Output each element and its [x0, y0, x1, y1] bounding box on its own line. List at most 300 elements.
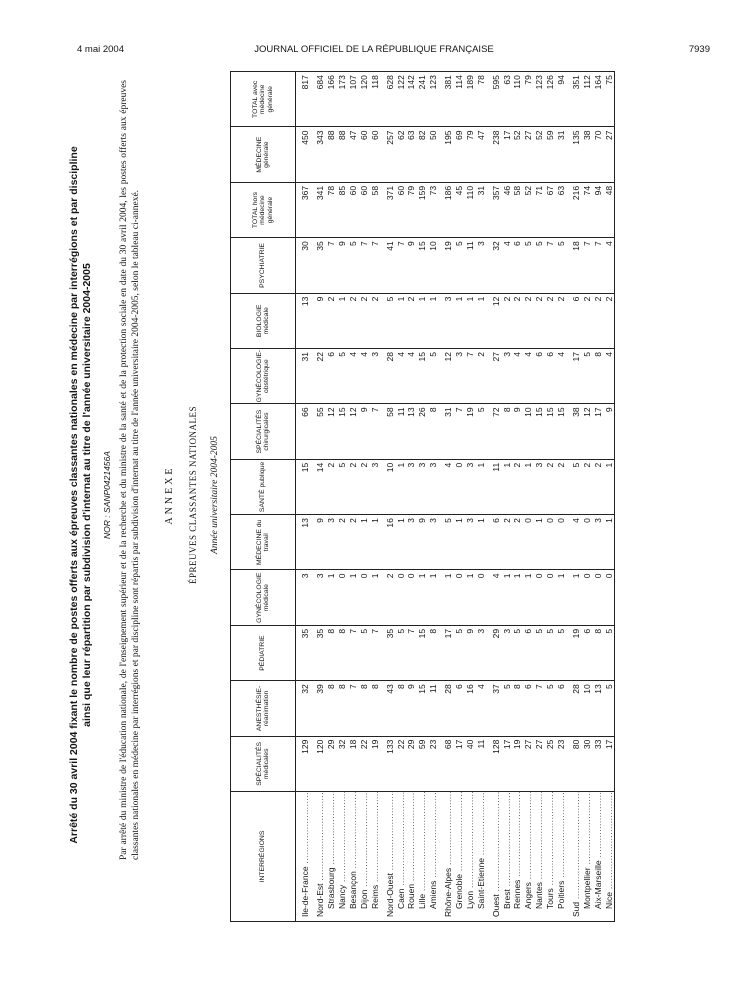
- value-cell: 2: [501, 515, 512, 570]
- value-cell: 31: [296, 349, 311, 404]
- value-cell: 35: [380, 625, 395, 680]
- region-name: Ile-de-France .....: [300, 792, 310, 918]
- value-cell: 28: [566, 681, 581, 736]
- value-cell: 216: [566, 182, 581, 237]
- value-cell: 17: [566, 349, 581, 404]
- value-cell: 0: [454, 570, 465, 625]
- table-row: [581, 72, 592, 922]
- table-header-row: [231, 72, 296, 922]
- value-cell: 128: [486, 736, 501, 791]
- value-cell: 5: [523, 238, 534, 293]
- value-cell: 2: [348, 459, 359, 514]
- value-cell: 13: [296, 515, 311, 570]
- value-cell: 23: [556, 736, 567, 791]
- value-cell: 1: [523, 570, 534, 625]
- value-cell: 47: [475, 127, 486, 182]
- header-journal-title: JOURNAL OFFICIEL DE LA RÉPUBLIQUE FRANÇAISE: [254, 44, 494, 55]
- region-name-cell: [603, 792, 614, 922]
- value-cell: 5: [556, 238, 567, 293]
- value-cell: 118: [369, 72, 380, 127]
- value-cell: 8: [428, 404, 439, 459]
- value-cell: 22: [311, 349, 326, 404]
- value-cell: 8: [592, 349, 603, 404]
- value-cell: 3: [406, 515, 417, 570]
- region-name: Amiens .....: [428, 792, 438, 910]
- value-cell: 18: [566, 238, 581, 293]
- value-cell: 6: [486, 515, 501, 570]
- value-cell: 85: [337, 182, 348, 237]
- value-cell: 88: [326, 127, 337, 182]
- academic-year: Année universitaire 2004-2005: [210, 436, 220, 554]
- value-cell: 5: [603, 681, 614, 736]
- value-cell: 15: [417, 238, 428, 293]
- column-header: MÉDECINE du travail: [231, 515, 296, 570]
- value-cell: 23: [428, 736, 439, 791]
- value-cell: 88: [337, 127, 348, 182]
- value-cell: 8: [501, 404, 512, 459]
- value-cell: 4: [475, 681, 486, 736]
- value-cell: 0: [545, 570, 556, 625]
- region-name-cell: [369, 792, 380, 922]
- value-cell: 27: [523, 127, 534, 182]
- region-name: Saint-Etienne .....: [476, 792, 486, 910]
- value-cell: 12: [581, 404, 592, 459]
- value-cell: 75: [603, 72, 614, 127]
- table-row: [486, 72, 501, 922]
- value-cell: 7: [581, 238, 592, 293]
- value-cell: 12: [326, 404, 337, 459]
- value-cell: 1: [475, 459, 486, 514]
- value-cell: 79: [464, 127, 475, 182]
- value-cell: 120: [311, 736, 326, 791]
- table-row: [296, 72, 311, 922]
- region-name: Nord-Est .....: [315, 792, 325, 918]
- region-name-cell: [534, 792, 545, 922]
- column-header: SPÉCIALITÉS chirurgicales: [231, 404, 296, 459]
- table-row: [406, 72, 417, 922]
- value-cell: 32: [337, 736, 348, 791]
- value-cell: 0: [534, 570, 545, 625]
- value-cell: 4: [486, 570, 501, 625]
- value-cell: 43: [380, 681, 395, 736]
- value-cell: 30: [581, 736, 592, 791]
- value-cell: 5: [454, 238, 465, 293]
- value-cell: 72: [486, 404, 501, 459]
- value-cell: 7: [406, 625, 417, 680]
- value-cell: 2: [369, 293, 380, 348]
- value-cell: 22: [358, 736, 369, 791]
- value-cell: 9: [311, 293, 326, 348]
- value-cell: 5: [603, 625, 614, 680]
- value-cell: 5: [428, 349, 439, 404]
- value-cell: 82: [417, 127, 428, 182]
- value-cell: 1: [395, 515, 406, 570]
- value-cell: 10: [523, 404, 534, 459]
- region-name-cell: [311, 792, 326, 922]
- value-cell: 5: [337, 459, 348, 514]
- annexe-subtitle: ÉPREUVES CLASSANTES NATIONALES: [188, 406, 198, 585]
- value-cell: 6: [523, 625, 534, 680]
- value-cell: 1: [428, 293, 439, 348]
- value-cell: 1: [501, 570, 512, 625]
- region-name-cell: [348, 792, 359, 922]
- value-cell: 110: [512, 72, 523, 127]
- value-cell: 39: [311, 681, 326, 736]
- value-cell: 28: [380, 349, 395, 404]
- value-cell: 63: [501, 72, 512, 127]
- value-cell: 0: [523, 515, 534, 570]
- value-cell: 6: [581, 625, 592, 680]
- value-cell: 129: [296, 736, 311, 791]
- value-cell: 357: [486, 182, 501, 237]
- value-cell: 3: [369, 459, 380, 514]
- region-name: Grenoble .....: [454, 792, 464, 910]
- column-header: SPÉCIALITÉS médicales: [231, 736, 296, 791]
- region-name: Sud .....: [571, 792, 581, 918]
- value-cell: 0: [581, 570, 592, 625]
- column-header: GYNÉCOLOGIE médicale: [231, 570, 296, 625]
- value-cell: 189: [464, 72, 475, 127]
- region-name: Lille .....: [417, 792, 427, 910]
- value-cell: 1: [603, 459, 614, 514]
- value-cell: 14: [311, 459, 326, 514]
- value-cell: 60: [369, 127, 380, 182]
- value-cell: 195: [439, 127, 454, 182]
- value-cell: 7: [358, 238, 369, 293]
- value-cell: 9: [464, 625, 475, 680]
- value-cell: 3: [406, 459, 417, 514]
- value-cell: 351: [566, 72, 581, 127]
- table-row: [592, 72, 603, 922]
- table-row: [475, 72, 486, 922]
- value-cell: 63: [406, 127, 417, 182]
- value-cell: 2: [556, 293, 567, 348]
- value-cell: 70: [592, 127, 603, 182]
- column-header: TOTAL avec médecine générale: [231, 72, 296, 127]
- region-name: Nantes .....: [534, 792, 544, 910]
- value-cell: 31: [556, 127, 567, 182]
- value-cell: 8: [326, 625, 337, 680]
- value-cell: 4: [512, 349, 523, 404]
- table-row: [523, 72, 534, 922]
- value-cell: 3: [439, 293, 454, 348]
- value-cell: 15: [417, 349, 428, 404]
- value-cell: 3: [501, 625, 512, 680]
- column-header: TOTAL hors médecine générale: [231, 182, 296, 237]
- value-cell: 9: [337, 238, 348, 293]
- value-cell: 29: [486, 625, 501, 680]
- region-name-cell: [475, 792, 486, 922]
- value-cell: 126: [545, 72, 556, 127]
- value-cell: 595: [486, 72, 501, 127]
- value-cell: 0: [358, 570, 369, 625]
- value-cell: 78: [475, 72, 486, 127]
- value-cell: 58: [380, 404, 395, 459]
- region-name: Poitiers .....: [556, 792, 566, 910]
- value-cell: 38: [566, 404, 581, 459]
- region-name-cell: [326, 792, 337, 922]
- value-cell: 13: [592, 681, 603, 736]
- region-name: Tours .....: [545, 792, 555, 910]
- table-row: [326, 72, 337, 922]
- value-cell: 52: [523, 182, 534, 237]
- region-name: Dijon .....: [359, 792, 369, 910]
- value-cell: 2: [475, 349, 486, 404]
- value-cell: 2: [380, 570, 395, 625]
- value-cell: 6: [556, 681, 567, 736]
- value-cell: 817: [296, 72, 311, 127]
- column-header: PSYCHIATRIE: [231, 238, 296, 293]
- value-cell: 1: [358, 515, 369, 570]
- table-row: [417, 72, 428, 922]
- region-name-cell: [556, 792, 567, 922]
- value-cell: 10: [581, 681, 592, 736]
- value-cell: 19: [566, 625, 581, 680]
- value-cell: 4: [348, 349, 359, 404]
- value-cell: 5: [475, 404, 486, 459]
- value-cell: 238: [486, 127, 501, 182]
- value-cell: 7: [369, 625, 380, 680]
- value-cell: 30: [296, 238, 311, 293]
- value-cell: 1: [326, 570, 337, 625]
- value-cell: 15: [545, 404, 556, 459]
- value-cell: 241: [417, 72, 428, 127]
- value-cell: 4: [406, 349, 417, 404]
- region-name-cell: [428, 792, 439, 922]
- value-cell: 13: [296, 293, 311, 348]
- value-cell: 9: [311, 515, 326, 570]
- value-cell: 6: [454, 681, 465, 736]
- value-cell: 59: [417, 736, 428, 791]
- value-cell: 5: [545, 625, 556, 680]
- value-cell: 7: [592, 238, 603, 293]
- value-cell: 9: [417, 515, 428, 570]
- value-cell: 9: [512, 404, 523, 459]
- value-cell: 4: [603, 238, 614, 293]
- value-cell: 159: [417, 182, 428, 237]
- value-cell: 63: [556, 182, 567, 237]
- value-cell: 41: [380, 238, 395, 293]
- value-cell: 114: [454, 72, 465, 127]
- value-cell: 4: [556, 349, 567, 404]
- value-cell: 3: [428, 459, 439, 514]
- table-body: [296, 72, 615, 922]
- annexe-heading: ANNEXE: [164, 465, 175, 525]
- value-cell: 7: [464, 349, 475, 404]
- value-cell: 123: [534, 72, 545, 127]
- value-cell: 35: [296, 625, 311, 680]
- value-cell: 17: [592, 404, 603, 459]
- header-page-number: 7939: [688, 44, 710, 55]
- value-cell: 60: [348, 182, 359, 237]
- value-cell: 67: [545, 182, 556, 237]
- region-name: Rhône-Alpes .....: [443, 792, 453, 918]
- page-header: [0, 0, 748, 55]
- value-cell: 62: [395, 127, 406, 182]
- table-row: [534, 72, 545, 922]
- value-cell: 8: [337, 625, 348, 680]
- value-cell: 12: [486, 293, 501, 348]
- intro-paragraph: Par arrêté du ministre de l'éducation nationale, de l'enseignement supérieur et de la recherche et du ministre de la santé et de la protection sociale en date du 30 avril 2004, les postes offerts aux épreuves classantes nationales en médecine par interrégions et par discipline sont répartis par subdivision d'internat au titre de l'année universitaire 2004-2005, selon le tableau ci-annexé.: [119, 80, 141, 860]
- value-cell: 32: [486, 238, 501, 293]
- value-cell: 31: [439, 404, 454, 459]
- value-cell: 31: [475, 182, 486, 237]
- value-cell: 164: [592, 72, 603, 127]
- value-cell: 1: [454, 293, 465, 348]
- region-name-cell: [380, 792, 395, 922]
- value-cell: 3: [369, 349, 380, 404]
- value-cell: 29: [326, 736, 337, 791]
- value-cell: 1: [348, 570, 359, 625]
- nor-reference: NOR : SANP0421456A: [102, 451, 112, 539]
- value-cell: 58: [369, 182, 380, 237]
- value-cell: 8: [592, 625, 603, 680]
- value-cell: 1: [523, 459, 534, 514]
- value-cell: 257: [380, 127, 395, 182]
- value-cell: 6: [326, 349, 337, 404]
- value-cell: 27: [523, 736, 534, 791]
- value-cell: 5: [348, 238, 359, 293]
- value-cell: 6: [512, 238, 523, 293]
- value-cell: 1: [395, 459, 406, 514]
- region-name: Rouen .....: [406, 792, 416, 910]
- value-cell: 6: [566, 293, 581, 348]
- value-cell: 3: [311, 570, 326, 625]
- region-name: Nancy .....: [337, 792, 347, 910]
- table-row: [464, 72, 475, 922]
- value-cell: 120: [358, 72, 369, 127]
- value-cell: 2: [592, 459, 603, 514]
- column-header: MÉDECINE générale: [231, 127, 296, 182]
- value-cell: 628: [380, 72, 395, 127]
- table-row: [603, 72, 614, 922]
- region-name-cell: [581, 792, 592, 922]
- region-name-cell: [454, 792, 465, 922]
- value-cell: 17: [501, 127, 512, 182]
- value-cell: 38: [581, 127, 592, 182]
- value-cell: 15: [417, 681, 428, 736]
- value-cell: 9: [406, 681, 417, 736]
- value-cell: 9: [406, 238, 417, 293]
- value-cell: 19: [464, 404, 475, 459]
- region-name-cell: [464, 792, 475, 922]
- value-cell: 3: [464, 459, 475, 514]
- value-cell: 45: [454, 182, 465, 237]
- value-cell: 10: [380, 459, 395, 514]
- value-cell: 2: [556, 459, 567, 514]
- value-cell: 9: [603, 404, 614, 459]
- value-cell: 25: [545, 736, 556, 791]
- region-name-cell: [566, 792, 581, 922]
- value-cell: 11: [486, 459, 501, 514]
- value-cell: 18: [348, 736, 359, 791]
- table-row: [311, 72, 326, 922]
- value-cell: 11: [428, 681, 439, 736]
- value-cell: 11: [475, 736, 486, 791]
- value-cell: 3: [475, 238, 486, 293]
- value-cell: 8: [326, 681, 337, 736]
- value-cell: 8: [395, 681, 406, 736]
- value-cell: 0: [556, 515, 567, 570]
- value-cell: 5: [581, 349, 592, 404]
- value-cell: 3: [464, 515, 475, 570]
- value-cell: 79: [523, 72, 534, 127]
- value-cell: 15: [417, 625, 428, 680]
- value-cell: 3: [417, 459, 428, 514]
- region-name: Brest .....: [502, 792, 512, 910]
- column-header: BIOLOGIE médicale: [231, 293, 296, 348]
- value-cell: 3: [501, 349, 512, 404]
- value-cell: 8: [369, 681, 380, 736]
- value-cell: 2: [358, 459, 369, 514]
- column-header: SANTÉ publique: [231, 459, 296, 514]
- region-name-cell: [358, 792, 369, 922]
- value-cell: 3: [296, 570, 311, 625]
- value-cell: 1: [603, 515, 614, 570]
- value-cell: 60: [358, 127, 369, 182]
- value-cell: 68: [439, 736, 454, 791]
- value-cell: 2: [326, 459, 337, 514]
- value-cell: 17: [439, 625, 454, 680]
- value-cell: 29: [406, 736, 417, 791]
- value-cell: 0: [581, 515, 592, 570]
- value-cell: 12: [439, 349, 454, 404]
- value-cell: 1: [501, 459, 512, 514]
- region-name: Besançon .....: [348, 792, 358, 910]
- table-row: [358, 72, 369, 922]
- value-cell: 0: [454, 459, 465, 514]
- value-cell: 122: [395, 72, 406, 127]
- value-cell: 3: [592, 515, 603, 570]
- value-cell: 107: [348, 72, 359, 127]
- table-row: [556, 72, 567, 922]
- value-cell: 17: [501, 736, 512, 791]
- value-cell: 17: [454, 736, 465, 791]
- value-cell: 5: [534, 238, 545, 293]
- value-cell: 3: [428, 515, 439, 570]
- value-cell: 2: [534, 293, 545, 348]
- value-cell: 15: [534, 404, 545, 459]
- value-cell: 19: [512, 736, 523, 791]
- value-cell: 6: [523, 681, 534, 736]
- value-cell: 3: [326, 515, 337, 570]
- value-cell: 0: [406, 570, 417, 625]
- decree-title-line-1: Arrêté du 30 avril 2004 fixant le nombre de postes offerts aux épreuves classantes nationales en médecine par interrégions et par discipline: [68, 146, 80, 844]
- value-cell: 2: [348, 293, 359, 348]
- region-name-cell: [592, 792, 603, 922]
- column-header: ANESTHÉSIE-réanimation: [231, 681, 296, 736]
- value-cell: 2: [581, 293, 592, 348]
- value-cell: 1: [534, 515, 545, 570]
- table-row: [428, 72, 439, 922]
- value-cell: 5: [395, 625, 406, 680]
- region-name-cell: [406, 792, 417, 922]
- value-cell: 135: [566, 127, 581, 182]
- table-row: [348, 72, 359, 922]
- value-cell: 35: [311, 625, 326, 680]
- value-cell: 8: [358, 681, 369, 736]
- value-cell: 2: [348, 515, 359, 570]
- table-row: [337, 72, 348, 922]
- region-name: Montpellier .....: [582, 792, 592, 910]
- value-cell: 2: [592, 293, 603, 348]
- value-cell: 0: [337, 570, 348, 625]
- value-cell: 4: [501, 238, 512, 293]
- value-cell: 37: [486, 681, 501, 736]
- value-cell: 19: [369, 736, 380, 791]
- value-cell: 5: [545, 681, 556, 736]
- value-cell: 2: [581, 459, 592, 514]
